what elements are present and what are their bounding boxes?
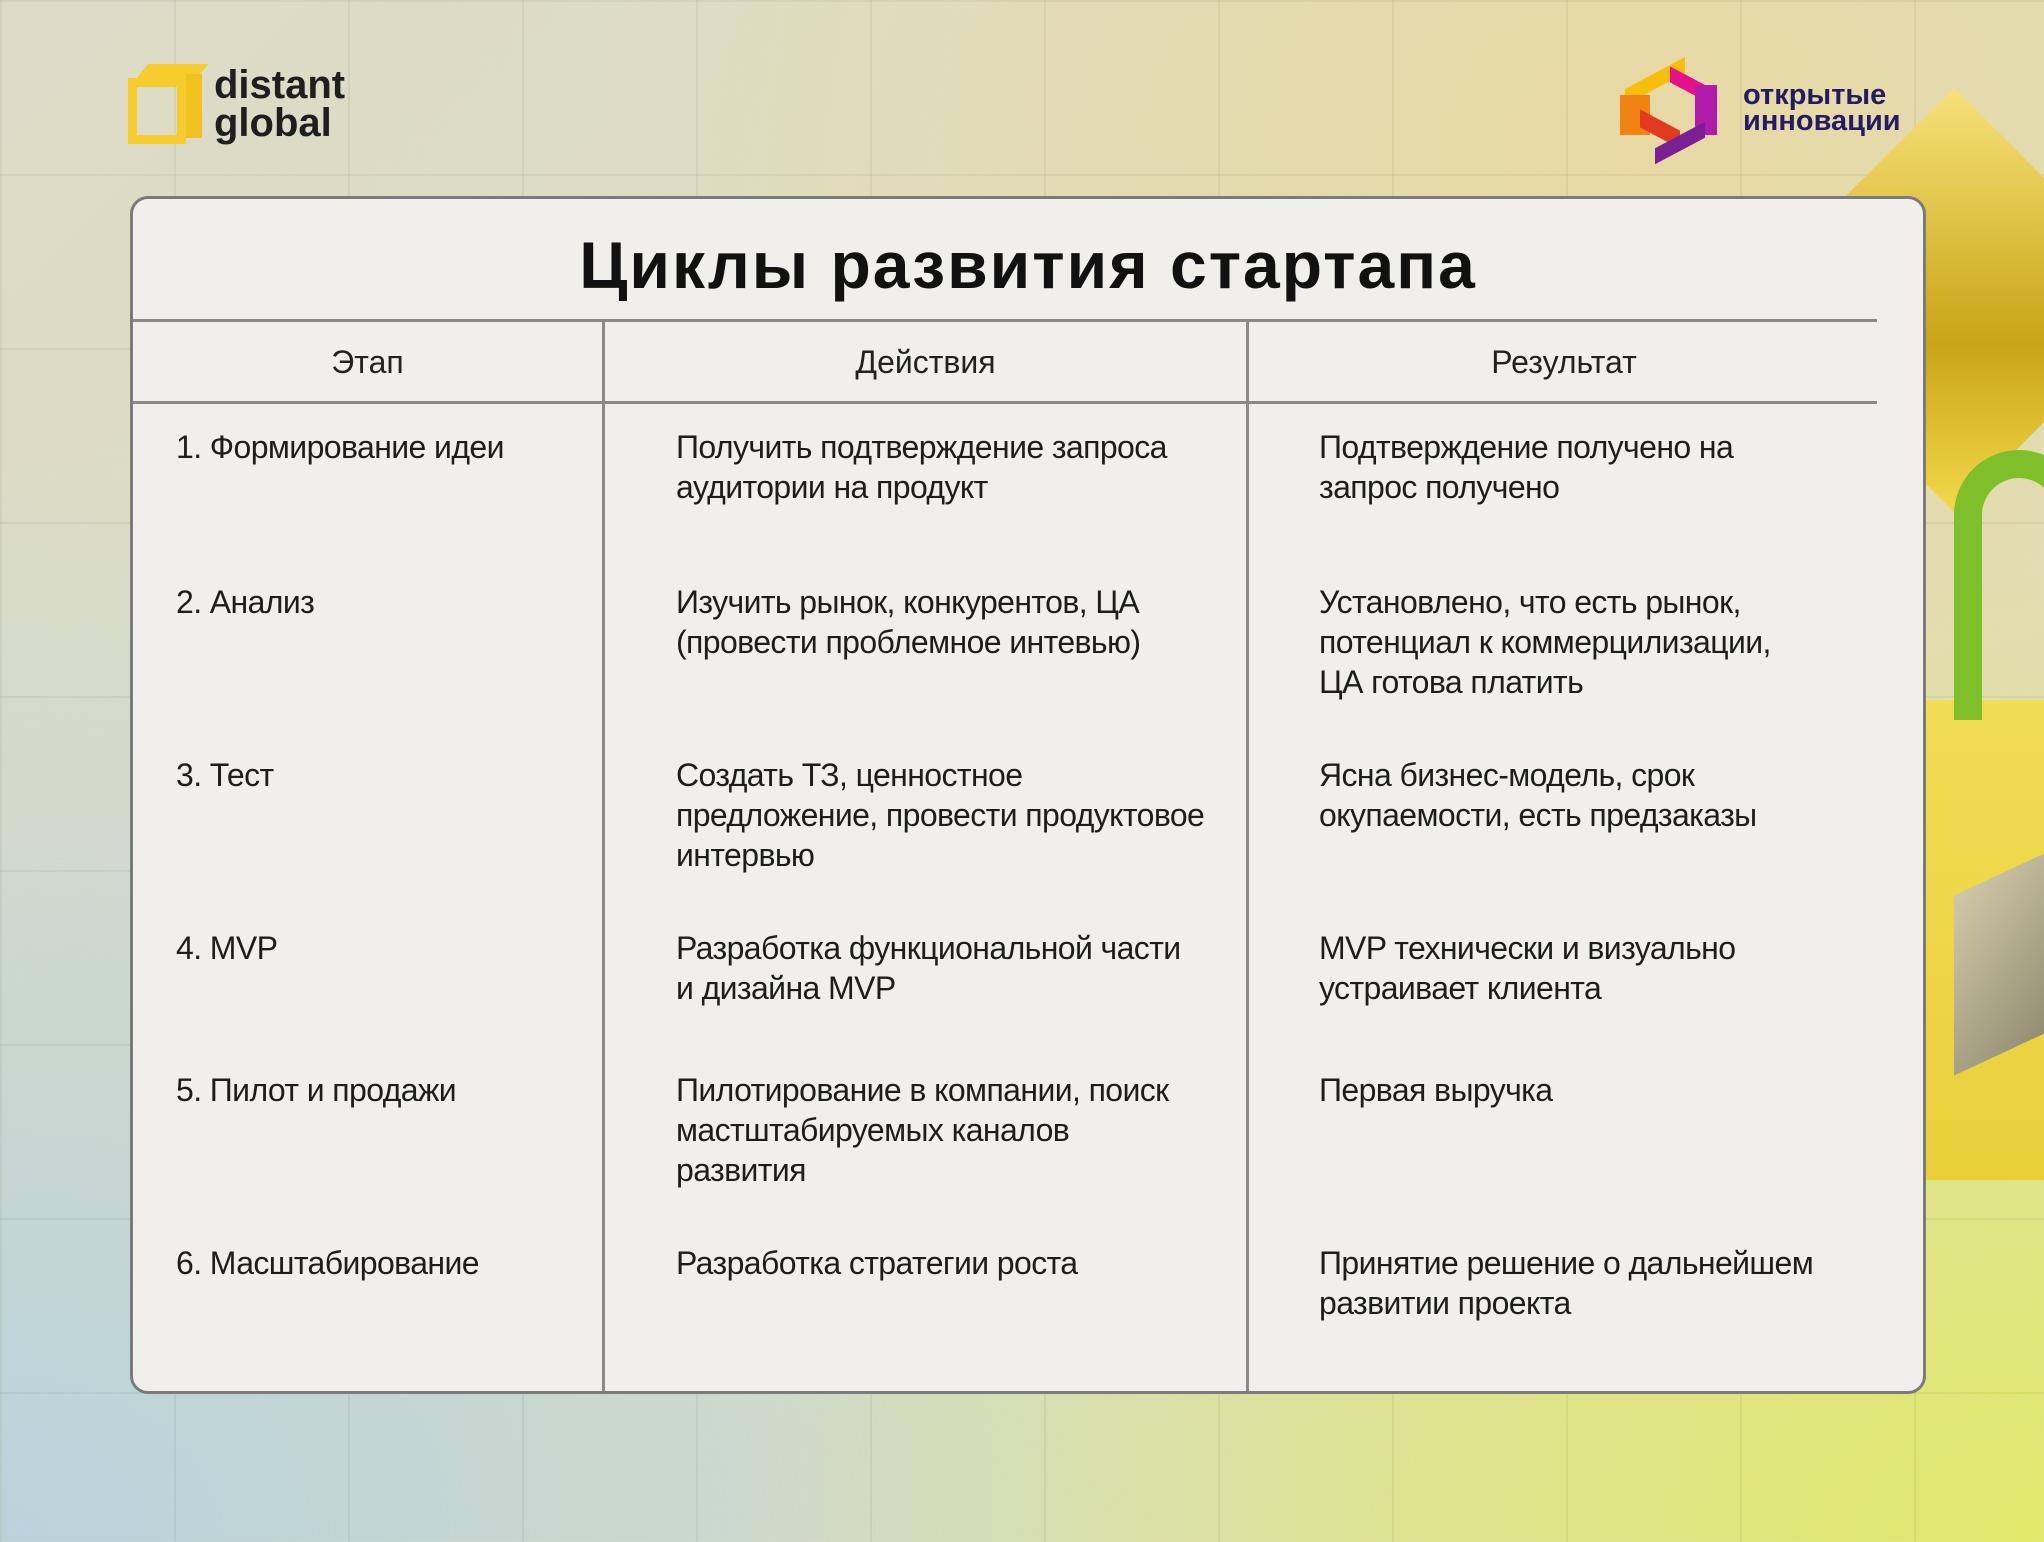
open-innovations-logo: [1615, 55, 1901, 160]
action-cell: Пилотирование в компании, поиск мастштабируемых каналов развития: [676, 1072, 1169, 1188]
action-cell: Изучить рынок, конкурентов, ЦА (провести проблемное интевью): [676, 584, 1141, 660]
column-divider: [1246, 319, 1249, 1391]
result-cell: Установлено, что есть рынок, потенциал к коммерцилизации, ЦА готова платить: [1319, 584, 1771, 700]
column-divider: [602, 319, 605, 1391]
page-title: Циклы развития стартапа: [579, 228, 1477, 302]
action-cell: Получить подтверждение запроса аудитории на продукт: [676, 429, 1167, 505]
action-cell: Разработка функциональной части и дизайна MVP: [676, 930, 1181, 1006]
stage-cell: 5. Пилот и продажи: [176, 1072, 457, 1108]
result-cell: Ясна бизнес-модель, срок окупаемости, есть предзаказы: [1319, 757, 1757, 833]
logo-text: distant global: [214, 63, 346, 145]
header-actions: Действия: [855, 344, 996, 380]
stage-cell: 1. Формирование идеи: [176, 429, 504, 465]
header-stage: Этап: [331, 344, 404, 380]
decorative-green-ring: [1954, 450, 2044, 720]
result-cell: MVP технически и визуально устраивает клиента: [1319, 930, 1736, 1006]
divider: [133, 401, 1877, 404]
stage-cell: 6. Масштабирование: [176, 1245, 479, 1281]
hexagon-logo-icon: [1615, 55, 1725, 160]
stage-cell: 3. Тест: [176, 757, 274, 793]
action-cell: Разработка стратегии роста: [676, 1245, 1078, 1281]
result-cell: Принятие решение о дальнейшем развитии проекта: [1319, 1245, 1814, 1321]
stage-cell: 2. Анализ: [176, 584, 315, 620]
stage-cell: 4. MVP: [176, 930, 278, 966]
result-cell: Подтверждение получено на запрос получено: [1319, 429, 1734, 505]
cube-icon: [128, 64, 202, 144]
action-cell: Создать ТЗ, ценностное предложение, провести продуктовое интервью: [676, 757, 1205, 873]
header-result: Результат: [1491, 344, 1637, 380]
result-cell: Первая выручка: [1319, 1072, 1553, 1108]
logo-text: открытые инновации: [1743, 78, 1901, 137]
divider: [133, 319, 1877, 322]
distant-global-logo: [128, 64, 345, 144]
startup-cycles-table: [130, 196, 1926, 1394]
